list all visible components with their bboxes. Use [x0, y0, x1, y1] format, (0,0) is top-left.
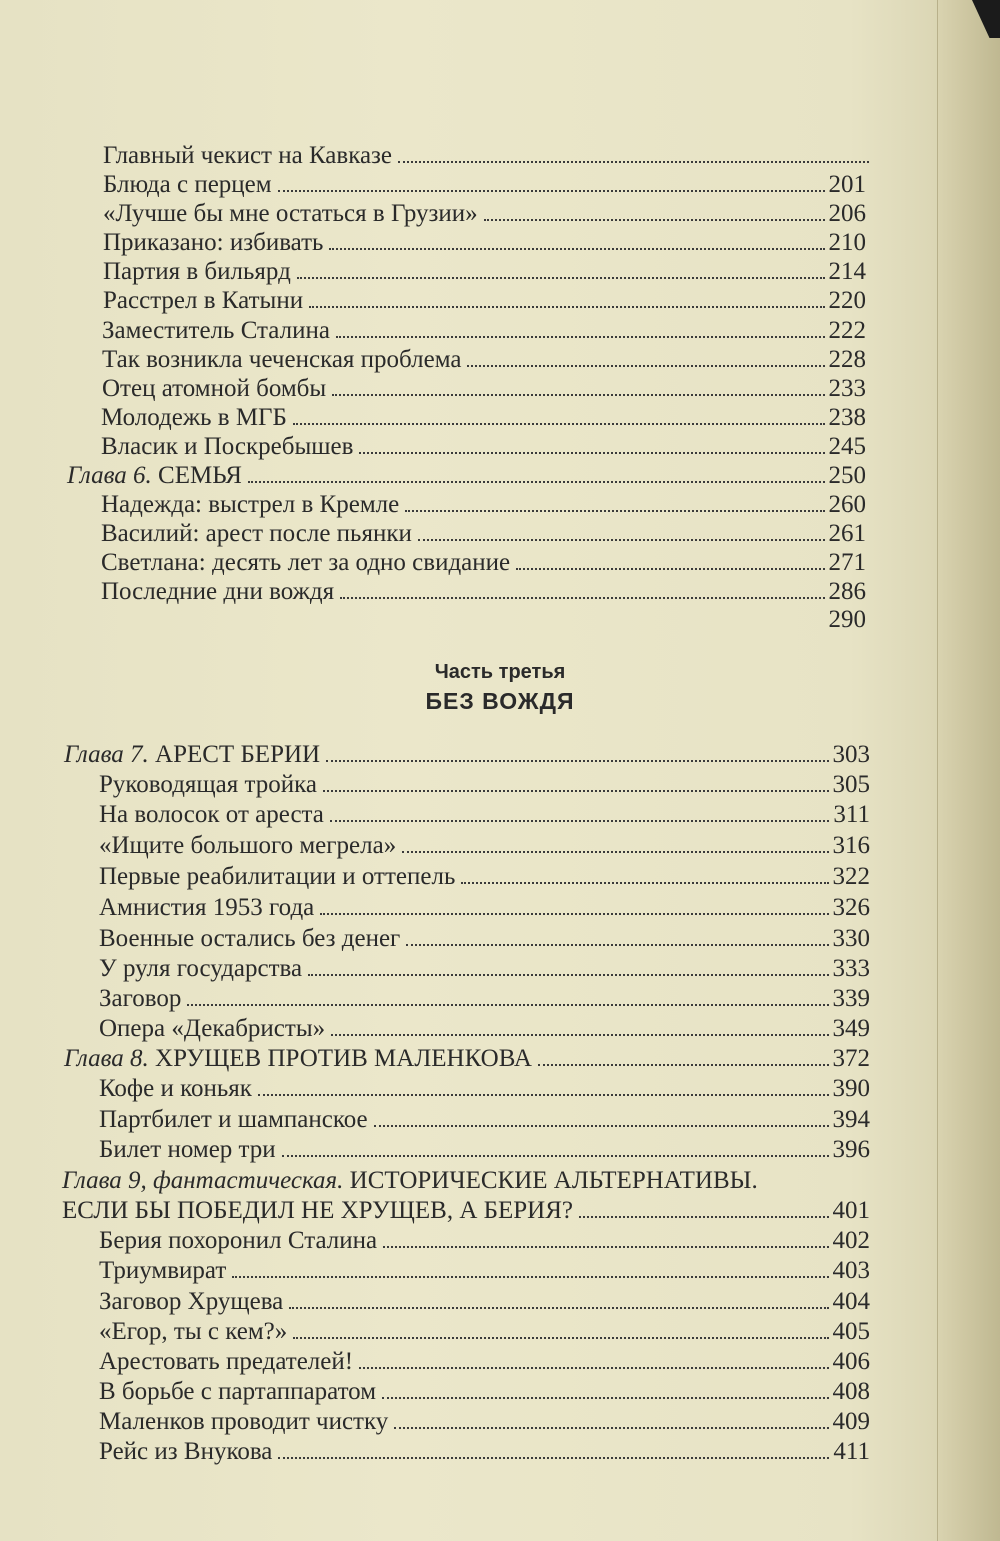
- dot-leader: [382, 1397, 828, 1399]
- dot-leader: [538, 1064, 829, 1066]
- toc-entry-label: Заговор Хрущева: [99, 1288, 284, 1315]
- toc-entry-page: 316: [832, 832, 870, 859]
- toc-entry-page: 260: [828, 491, 866, 518]
- toc-entry: [99, 1347, 870, 1377]
- chapter-heading: [62, 1166, 762, 1196]
- dot-leader: [330, 820, 830, 822]
- toc-entry: [103, 228, 866, 258]
- dot-leader: [278, 1457, 829, 1459]
- chapter-heading: [64, 1044, 536, 1074]
- toc-entry: [101, 490, 866, 520]
- toc-entry: [102, 345, 866, 375]
- dot-leader: [293, 423, 825, 425]
- dot-leader: [258, 1094, 829, 1096]
- chapter-prefix: Глава 9, фантастическая.: [62, 1167, 344, 1194]
- dot-leader: [278, 190, 825, 192]
- toc-entry-page: 250: [828, 462, 866, 489]
- toc-entry-label: Надежда: выстрел в Кремле: [101, 491, 400, 518]
- chapter-heading: [67, 461, 246, 491]
- toc-entry-label: Билет номер три: [99, 1136, 276, 1163]
- toc-entry-page: 390: [832, 1075, 870, 1102]
- toc-entry-label: Заговор: [99, 985, 182, 1012]
- toc-entry: [99, 1407, 870, 1437]
- toc-entry-label: У руля государства: [99, 955, 303, 982]
- toc-entry-page: 339: [832, 985, 870, 1012]
- toc-entry-page: 402: [832, 1227, 870, 1254]
- toc-entry-label: Партбилет и шампанское: [99, 1106, 368, 1133]
- dot-leader: [232, 1276, 828, 1278]
- toc-entry-label: Молодежь в МГБ: [101, 404, 287, 431]
- chapter-entry: [62, 1196, 870, 1226]
- dot-leader: [579, 1216, 829, 1218]
- toc-entry-label: Власик и Поскребышев: [101, 433, 354, 460]
- chapter-title: АРЕСТ БЕРИИ: [155, 741, 321, 768]
- dot-leader: [394, 1427, 828, 1429]
- toc-entry-page: 401: [832, 1197, 870, 1224]
- dot-leader: [405, 510, 824, 512]
- toc-entry-page: 404: [832, 1288, 870, 1315]
- toc-entry-page: 201: [828, 171, 866, 198]
- toc-entry-page: 326: [832, 894, 870, 921]
- toc-entry: [99, 1074, 870, 1104]
- dot-leader: [308, 974, 828, 976]
- dot-leader: [418, 539, 825, 541]
- toc-entry: [99, 954, 870, 984]
- chapter-entry: [62, 1166, 870, 1196]
- toc-entry-label: Опера «Декабристы»: [99, 1015, 326, 1042]
- toc-entry: [102, 374, 866, 404]
- toc-entry-label: Расстрел в Катыни: [103, 287, 304, 314]
- dot-leader: [402, 851, 828, 853]
- toc-entry-label: Арестовать предателей!: [99, 1348, 354, 1375]
- chapter-prefix: Глава 8.: [64, 1045, 149, 1072]
- toc-entry-label: Берия похоронил Сталина: [99, 1227, 378, 1254]
- toc-entry: [99, 1437, 870, 1467]
- dot-leader: [289, 1307, 828, 1309]
- dot-leader: [359, 1367, 828, 1369]
- toc-entry: [99, 1105, 870, 1135]
- dot-leader: [467, 365, 824, 367]
- toc-entry-label: Амнистия 1953 года: [99, 894, 315, 921]
- chapter-entry: [67, 461, 866, 491]
- toc-entry: [101, 403, 866, 433]
- dot-leader: [187, 1004, 828, 1006]
- chapter-entry: [64, 740, 870, 770]
- toc-entry-label: Заместитель Сталина: [102, 317, 330, 344]
- dot-leader: [297, 277, 825, 279]
- toc-entry: [99, 1287, 870, 1317]
- part-title: БЕЗ ВОЖДЯ: [425, 688, 575, 714]
- toc-entry-page: 286: [828, 578, 866, 605]
- chapter-entry: [64, 1044, 870, 1074]
- toc-entry-page: 222: [828, 317, 866, 344]
- dot-leader: [516, 568, 824, 570]
- dot-leader: [484, 219, 825, 221]
- toc-entry-page: 396: [832, 1136, 870, 1163]
- chapter-prefix: Глава 6.: [67, 462, 152, 489]
- toc-entry-page: 290: [828, 606, 866, 633]
- toc-entry: [99, 862, 870, 892]
- toc-entry-page: 349: [832, 1015, 870, 1042]
- toc-entry: [101, 432, 866, 462]
- dot-leader: [282, 1155, 829, 1157]
- toc-entry-label: Рейс из Внукова: [99, 1438, 273, 1465]
- toc-entry-label: «Егор, ты с кем?»: [99, 1318, 288, 1345]
- toc-entry-label: Военные остались без денег: [99, 925, 401, 952]
- chapter-title: ИСТОРИЧЕСКИЕ АЛЬТЕРНАТИВЫ.: [349, 1167, 758, 1194]
- dot-leader: [336, 336, 825, 338]
- toc-entry: [99, 770, 870, 800]
- toc-entry-label: Приказано: избивать: [103, 229, 324, 256]
- toc-entry-label: На волосок от ареста: [99, 801, 324, 828]
- toc-entry-page: 409: [832, 1408, 870, 1435]
- toc-entry: [99, 1014, 870, 1044]
- toc-entry-page: 220: [828, 287, 866, 314]
- toc-entry-page: 206: [828, 200, 866, 227]
- toc-entry-page: 303: [832, 741, 870, 768]
- toc-entry: [103, 286, 866, 316]
- chapter-title: ХРУЩЕВ ПРОТИВ МАЛЕНКОВА: [155, 1045, 532, 1072]
- toc-entry-page: 405: [832, 1318, 870, 1345]
- toc-entry-page: 245: [828, 433, 866, 460]
- toc-entry-page: 406: [832, 1348, 870, 1375]
- toc-entry: [99, 924, 870, 954]
- toc-entry: [99, 800, 870, 830]
- dot-leader: [340, 597, 824, 599]
- dot-leader: [309, 306, 824, 308]
- toc-entry-label: Партия в бильярд: [103, 258, 291, 285]
- toc-entry: [103, 199, 866, 229]
- toc-entry-label: «Лучше бы мне остаться в Грузии»: [103, 200, 478, 227]
- toc-entry: [99, 1377, 870, 1407]
- toc-entry-page: 333: [832, 955, 870, 982]
- chapter-title-continued: ЕСЛИ БЫ ПОБЕДИЛ НЕ ХРУЩЕВ, А БЕРИЯ?: [62, 1197, 573, 1224]
- toc-entry-page: 394: [832, 1106, 870, 1133]
- toc-entry-label: Отец атомной бомбы: [102, 375, 327, 402]
- toc-entry-label: «Ищите большого мегрела»: [99, 832, 397, 859]
- dot-leader: [331, 1034, 828, 1036]
- toc-entry-page: 408: [832, 1378, 870, 1405]
- toc-entry-page: 372: [832, 1045, 870, 1072]
- dot-leader: [332, 394, 824, 396]
- toc-entry-label: Блюда с перцем: [103, 171, 272, 198]
- chapter-prefix: Глава 7.: [64, 741, 149, 768]
- chapter-heading: [64, 740, 324, 770]
- toc-entry-label: Маленков проводит чистку: [99, 1408, 389, 1435]
- toc-entry-label: Светлана: десять лет за одно свидание: [101, 549, 511, 576]
- toc-entry-label: Василий: арест после пьянки: [101, 520, 412, 547]
- toc-entry-label: Первые реабилитации и оттепель: [99, 863, 456, 890]
- dot-leader: [326, 760, 828, 762]
- toc-entry: [101, 548, 866, 578]
- toc-entry-label: Последние дни вождя: [101, 578, 335, 605]
- toc-entry: [103, 257, 866, 287]
- toc-entry-label: Так возникла чеченская проблема: [102, 346, 462, 373]
- dot-leader: [461, 882, 828, 884]
- toc-entry: [103, 170, 866, 200]
- dot-leader: [320, 913, 828, 915]
- toc-entry: [101, 605, 866, 635]
- toc-entry-page: 261: [828, 520, 866, 547]
- toc-entry-page: 305: [832, 771, 870, 798]
- part-label: Часть третья: [434, 661, 566, 683]
- toc-entry-label: Триумвират: [99, 1257, 227, 1284]
- toc-entry: [101, 519, 866, 549]
- toc-entry: [102, 316, 866, 346]
- toc-entry: [99, 1256, 870, 1286]
- toc-entry-page: 238: [828, 404, 866, 431]
- toc-entry: [99, 1135, 870, 1165]
- dot-leader: [359, 452, 824, 454]
- toc-entry: [99, 1226, 870, 1256]
- dot-leader: [248, 481, 825, 483]
- toc-entry-label: В борьбе с партаппаратом: [99, 1378, 377, 1405]
- toc-entry: [99, 984, 870, 1014]
- toc-entry: [103, 141, 873, 171]
- toc-entry-page: 311: [833, 801, 870, 828]
- toc-entry-page: 411: [833, 1438, 870, 1465]
- toc-entry-page: 214: [828, 258, 866, 285]
- chapter-title: СЕМЬЯ: [158, 462, 242, 489]
- dot-leader: [383, 1246, 828, 1248]
- toc-entry-page: 228: [828, 346, 866, 373]
- toc-entry-page: 233: [828, 375, 866, 402]
- dot-leader: [329, 248, 824, 250]
- toc-entry-label: Главный чекист на Кавказе: [103, 142, 393, 169]
- toc-entry: [101, 577, 866, 607]
- toc-entry-page: 322: [832, 863, 870, 890]
- toc-entry-label: Кофе и коньяк: [99, 1075, 252, 1102]
- dot-leader: [406, 944, 828, 946]
- toc-entry-page: 271: [828, 549, 866, 576]
- dot-leader: [293, 1337, 828, 1339]
- toc-entry-page: 403: [832, 1257, 870, 1284]
- dot-leader: [323, 790, 829, 792]
- toc-entry: [99, 1317, 870, 1347]
- toc-entry: [99, 893, 870, 923]
- toc-entry-page: 330: [832, 925, 870, 952]
- dot-leader: [398, 161, 869, 163]
- toc-entry-label: Руководящая тройка: [99, 771, 317, 798]
- dot-leader: [374, 1125, 829, 1127]
- toc-entry: [99, 831, 870, 861]
- toc-entry-page: 210: [828, 229, 866, 256]
